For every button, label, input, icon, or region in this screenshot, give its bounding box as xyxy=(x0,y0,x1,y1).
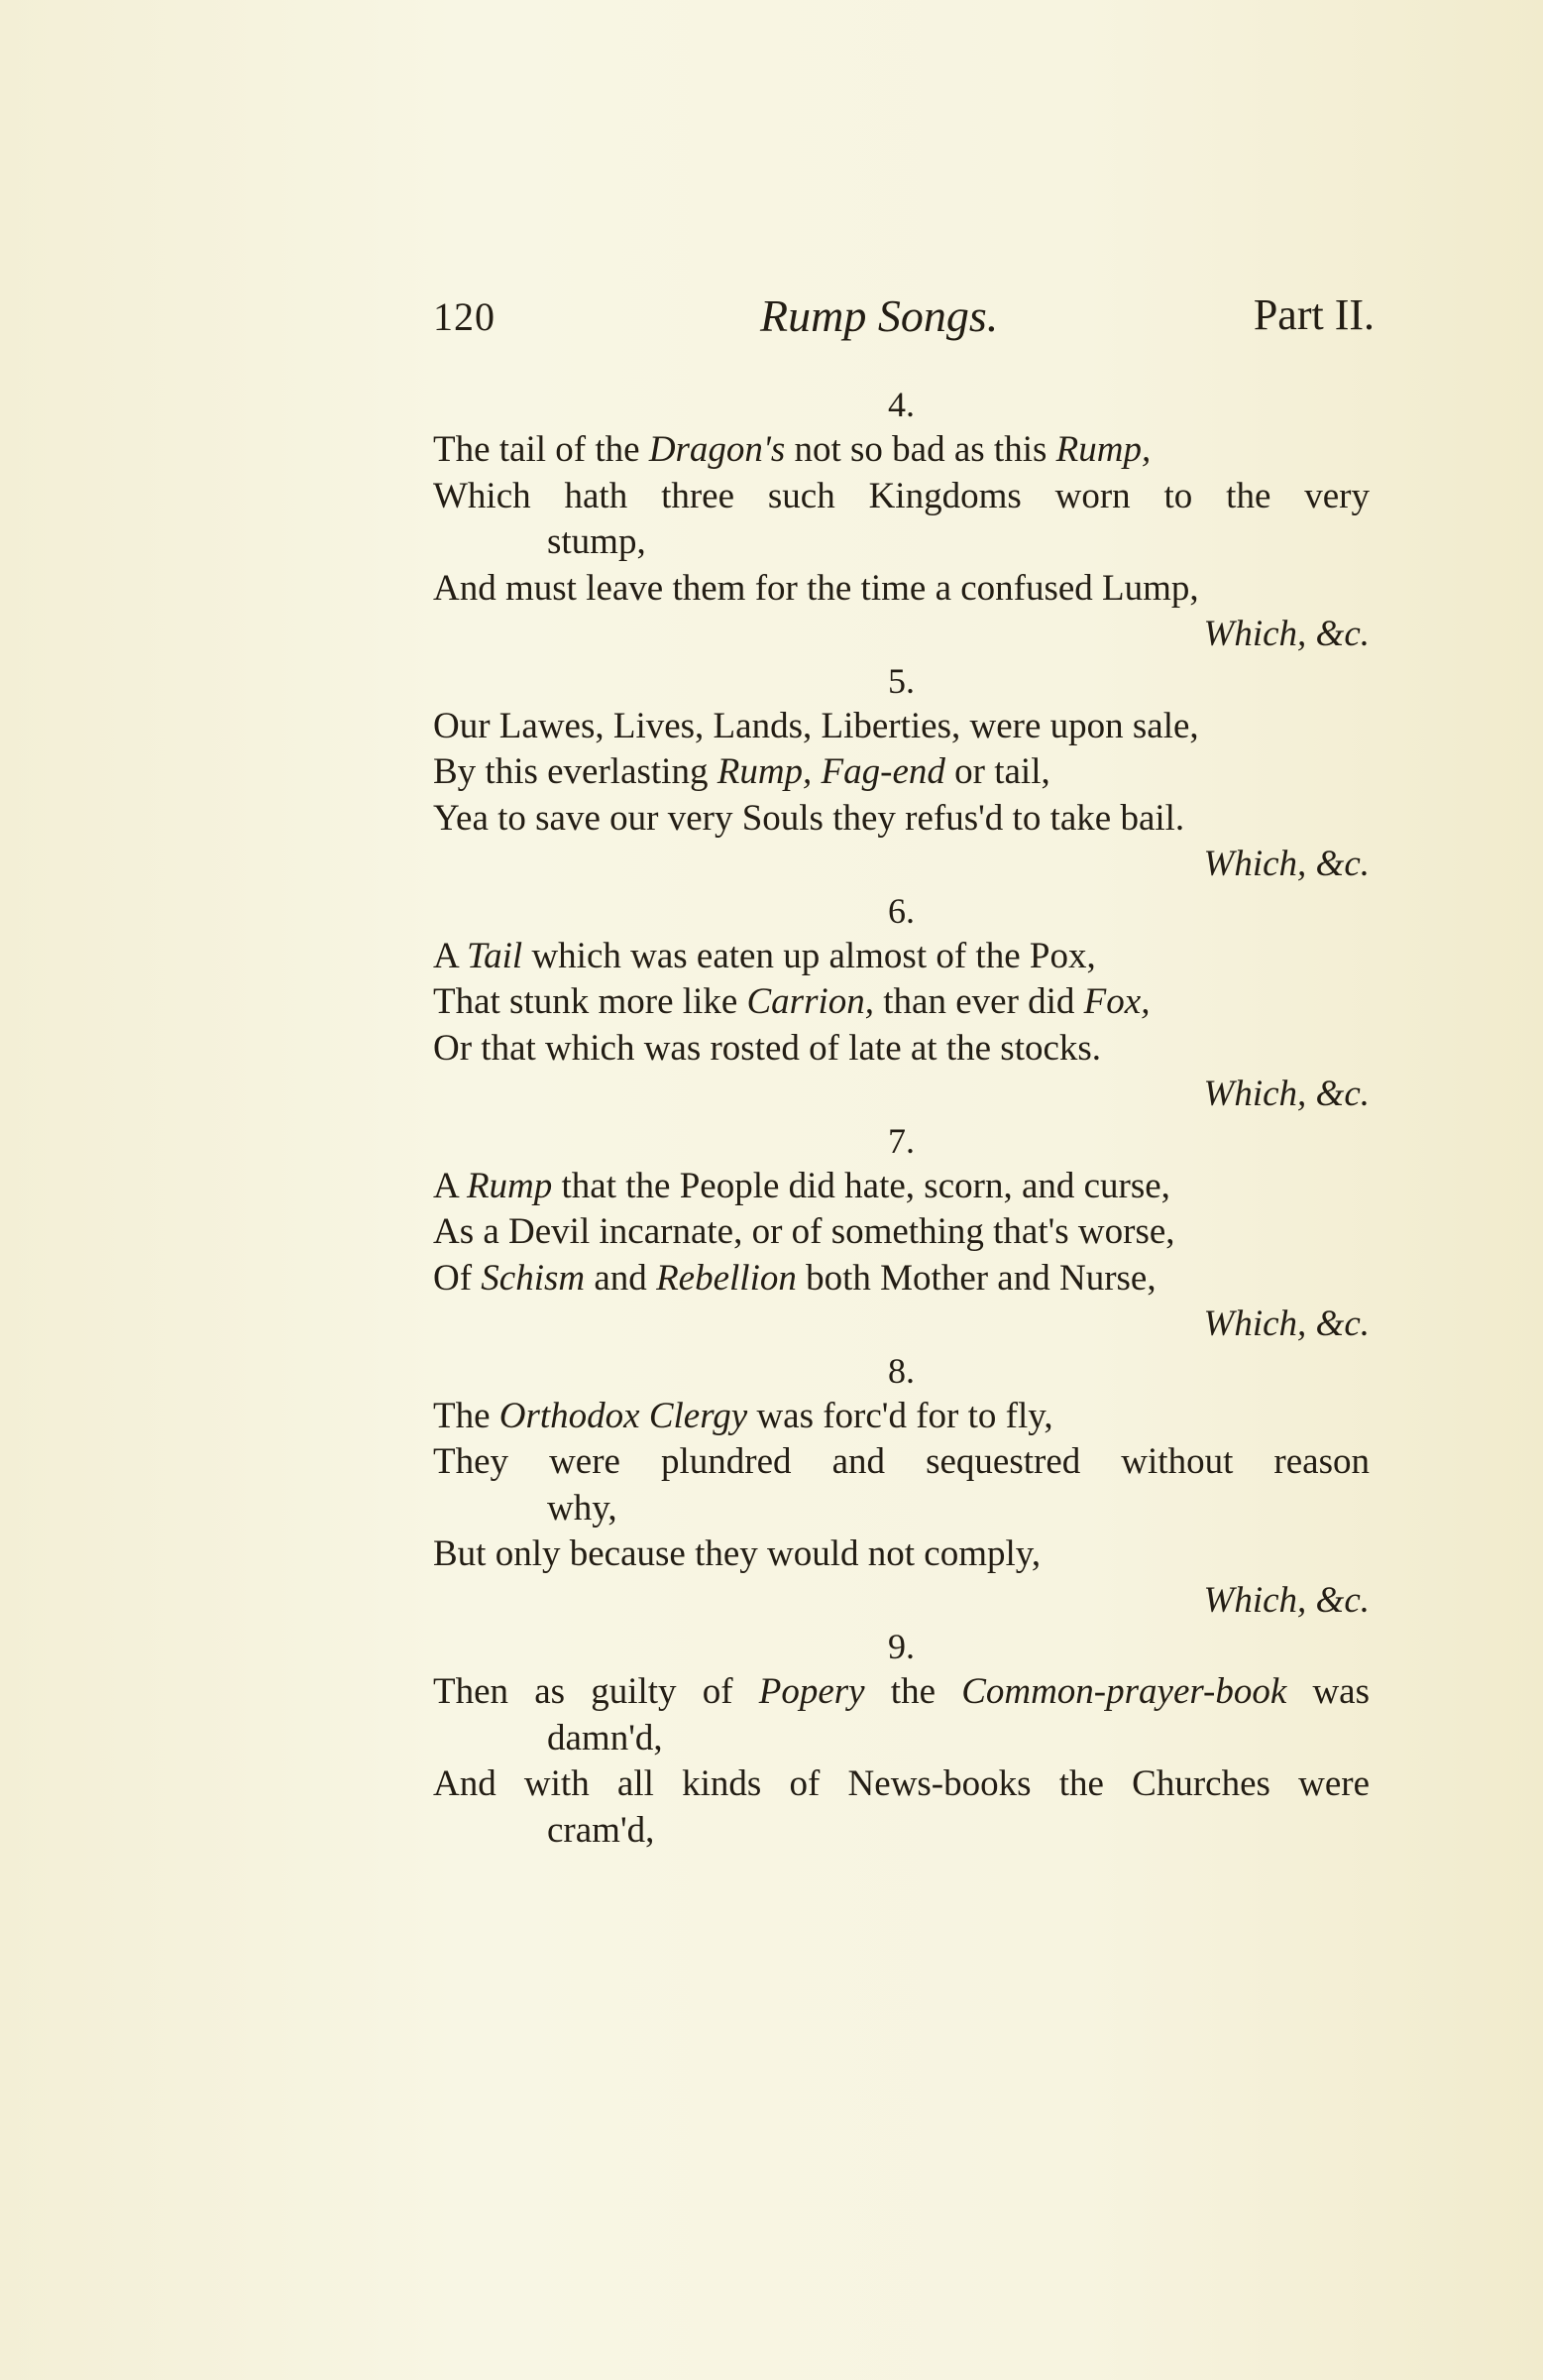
refrain: Which, &c. xyxy=(1203,1074,1370,1114)
verse-line: Our Lawes, Lives, Lands, Liberties, were upon sale, xyxy=(433,705,1199,746)
verse-line-continuation: cram'd, xyxy=(547,1809,655,1851)
verse-line: They were plundred and sequestred without reason xyxy=(433,1441,1370,1482)
part-label: Part II. xyxy=(1253,290,1375,339)
verse-line: Yea to save our very Souls they refus'd to take bail. xyxy=(433,797,1185,839)
verse-line: The Orthodox Clergy was forc'd for to fly, xyxy=(433,1395,1053,1436)
verse-line: Then as guilty of Popery the Common-prayer-book was xyxy=(433,1671,1371,1712)
running-header xyxy=(433,289,1375,349)
stanza-number: 5. xyxy=(888,660,915,701)
verse-line: And with all kinds of News-books the Churches were xyxy=(433,1763,1370,1804)
verse-line: Which hath three such Kingdoms worn to the very xyxy=(433,475,1370,516)
verse-line: By this everlasting Rump, Fag-end or tail, xyxy=(433,751,1050,792)
verse-line: Or that which was rosted of late at the stocks. xyxy=(433,1027,1102,1069)
stanza-7 xyxy=(433,1118,1370,1348)
verse-line: As a Devil incarnate, or of something that's worse, xyxy=(433,1211,1175,1252)
stanza-9 xyxy=(433,1624,1370,1854)
verse-line-continuation: stump, xyxy=(547,521,646,562)
stanza-number: 4. xyxy=(888,385,915,424)
verse-line: But only because they would not comply, xyxy=(433,1533,1042,1574)
verse-line: And must leave them for the time a confused Lump, xyxy=(433,567,1199,609)
running-title: Rump Songs. xyxy=(760,290,999,341)
stanza-number: 6. xyxy=(888,890,915,931)
stanza-8 xyxy=(433,1348,1370,1625)
stanza-number: 8. xyxy=(888,1350,915,1391)
verse-line-continuation: why, xyxy=(547,1487,617,1529)
verse-line: A Rump that the People did hate, scorn, and curse, xyxy=(433,1165,1170,1206)
refrain: Which, &c. xyxy=(1203,844,1370,884)
verse-line-continuation: damn'd, xyxy=(547,1717,663,1758)
verse-line: That stunk more like Carrion, than ever did Fox, xyxy=(433,981,1151,1022)
poem-body xyxy=(433,382,1370,1854)
verse-line: Of Schism and Rebellion both Mother and Nurse, xyxy=(433,1257,1157,1299)
stanza-number: 9. xyxy=(888,1627,915,1666)
verse-line: The tail of the Dragon's not so bad as this Rump, xyxy=(433,429,1152,470)
stanza-number: 7. xyxy=(888,1120,915,1161)
verse-line: A Tail which was eaten up almost of the Pox, xyxy=(433,935,1096,976)
refrain: Which, &c. xyxy=(1203,614,1370,654)
stanza-4 xyxy=(433,382,1370,658)
refrain: Which, &c. xyxy=(1203,1579,1370,1621)
stanza-5 xyxy=(433,658,1370,888)
stanza-6 xyxy=(433,888,1370,1118)
page-number: 120 xyxy=(433,294,496,339)
refrain: Which, &c. xyxy=(1203,1303,1370,1344)
